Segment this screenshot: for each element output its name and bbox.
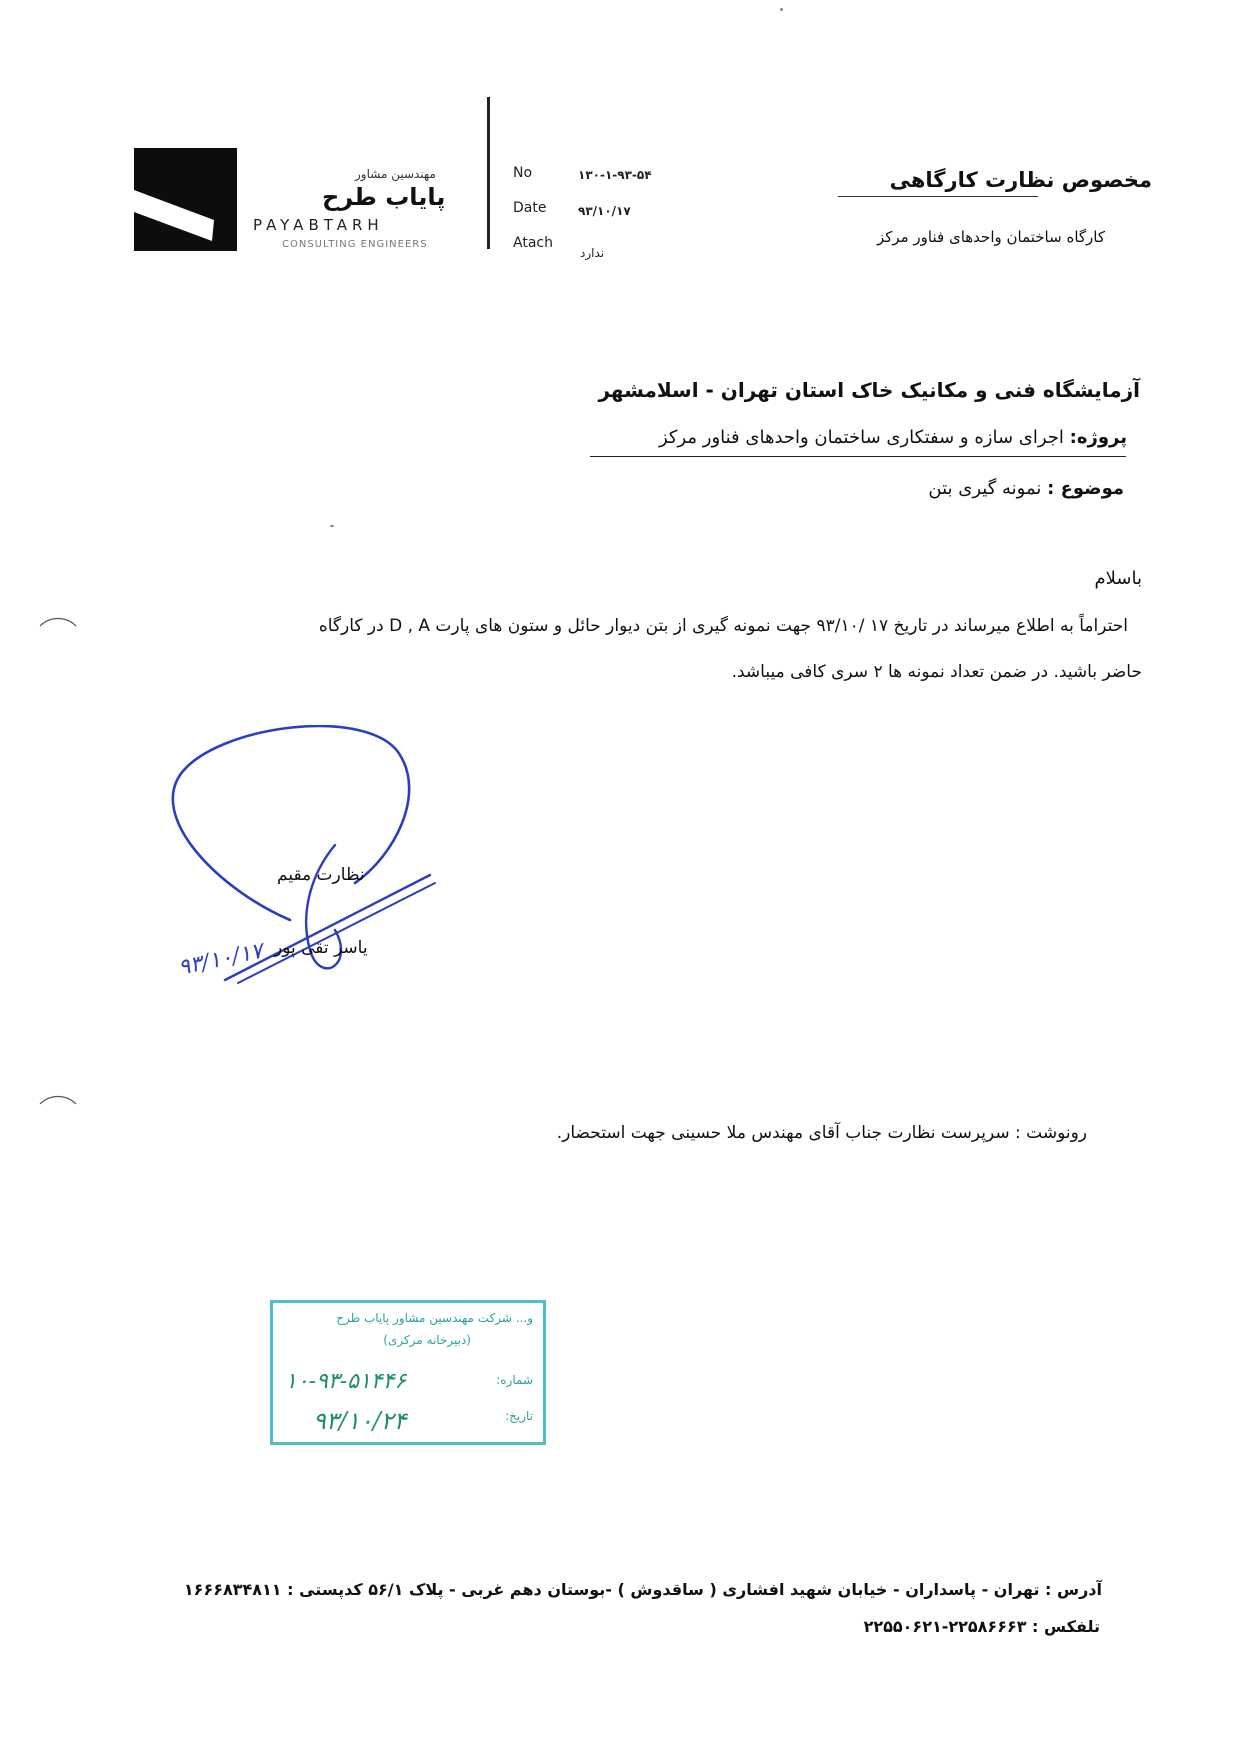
subject-label: موضوع : (1047, 478, 1124, 499)
project-underline (590, 456, 1126, 457)
supervision-title: مخصوص نظارت کارگاهی (889, 168, 1152, 192)
body-paragraph-line-2: حاضر باشید. در ضمن تعداد نمونه ها ۲ سری کافی میباشد. (731, 662, 1142, 682)
letter-number-label: No (513, 165, 533, 181)
addressee: آزمایشگاه فنی و مکانیک خاک استان تهران - اسلامشهر (598, 378, 1140, 402)
project-label: پروژه: (1069, 427, 1127, 448)
salutation: باسلام (1094, 568, 1142, 589)
stamp-handwritten-number: ۱۰-۹۳-۵۱۴۴۶ (285, 1369, 407, 1394)
stamp-date-label: تاریخ: (505, 1409, 533, 1423)
stamp-number-label: شماره: (496, 1373, 533, 1387)
stamp-handwritten-date: ۹۳/۱۰/۲۴ (313, 1407, 407, 1435)
stamp-secretariat-line: (دبیرخانه مرکزی) (383, 1333, 471, 1347)
scan-speck (780, 8, 783, 11)
company-descriptor-fa: مهندسین مشاور (355, 167, 436, 181)
company-name-en: PAYABTARH (253, 216, 384, 234)
header-divider (487, 97, 490, 249)
stamp-company-line: و... شرکت مهندسین مشاور پایاب طرح (336, 1311, 533, 1325)
attachment-label: Atach (513, 235, 553, 251)
signature-date: ۹۳/۱۰/۱۷ (176, 938, 266, 981)
company-name-fa: پایاب طرح (322, 183, 446, 211)
registry-stamp (270, 1300, 546, 1445)
scan-hole-mark (38, 1092, 78, 1108)
body-paragraph-line-1: احتراماً به اطلاع میرساند در تاریخ ۱۷ /۹۳/۱۰ جهت نمونه گیری از بتن دیوار حائل و ستون های پارت D , A در کارگاه (318, 616, 1128, 636)
payabtarh-logo-icon (134, 148, 237, 251)
letter-date-value: ۹۳/۱۰/۱۷ (578, 204, 631, 218)
scan-speck (330, 525, 334, 527)
letter-number-value: ۱۳۰-۱-۹۳-۵۴ (578, 168, 652, 182)
supervision-underline (838, 196, 1038, 197)
site-label: کارگاه ساختمان واحدهای فناور مرکز (876, 228, 1105, 246)
company-subtitle-en: CONSULTING ENGINEERS (282, 239, 428, 250)
footer-telfax: تلفکس : ۲۲۵۸۶۶۶۳-۲۲۵۵۰۶۲۱ (863, 1617, 1100, 1636)
footer-address: آدرس : تهران - پاسداران - خیابان شهید افشاری ( ساقدوش ) -بوستان دهم غربی - پلاک ۵۶/۱ کدپستی : ۱۶۶۶۸۳۴۸۱۱ (183, 1580, 1102, 1599)
signatory-title: نظارت مقیم (277, 865, 365, 885)
letter-date-label: Date (513, 200, 547, 216)
attachment-value: ندارد (580, 246, 605, 260)
signatory-name: یاسر تقی پور (274, 938, 368, 958)
subject-value: نمونه گیری بتن (928, 478, 1042, 499)
carbon-copy-line: رونوشت : سرپرست نظارت جناب آقای مهندس ملا حسینی جهت استحضار. (556, 1123, 1087, 1143)
subject-line (928, 478, 1124, 499)
project-line (659, 427, 1127, 448)
project-value: اجرای سازه و سفتکاری ساختمان واحدهای فناور مرکز (658, 427, 1064, 448)
scan-hole-mark (38, 614, 78, 630)
